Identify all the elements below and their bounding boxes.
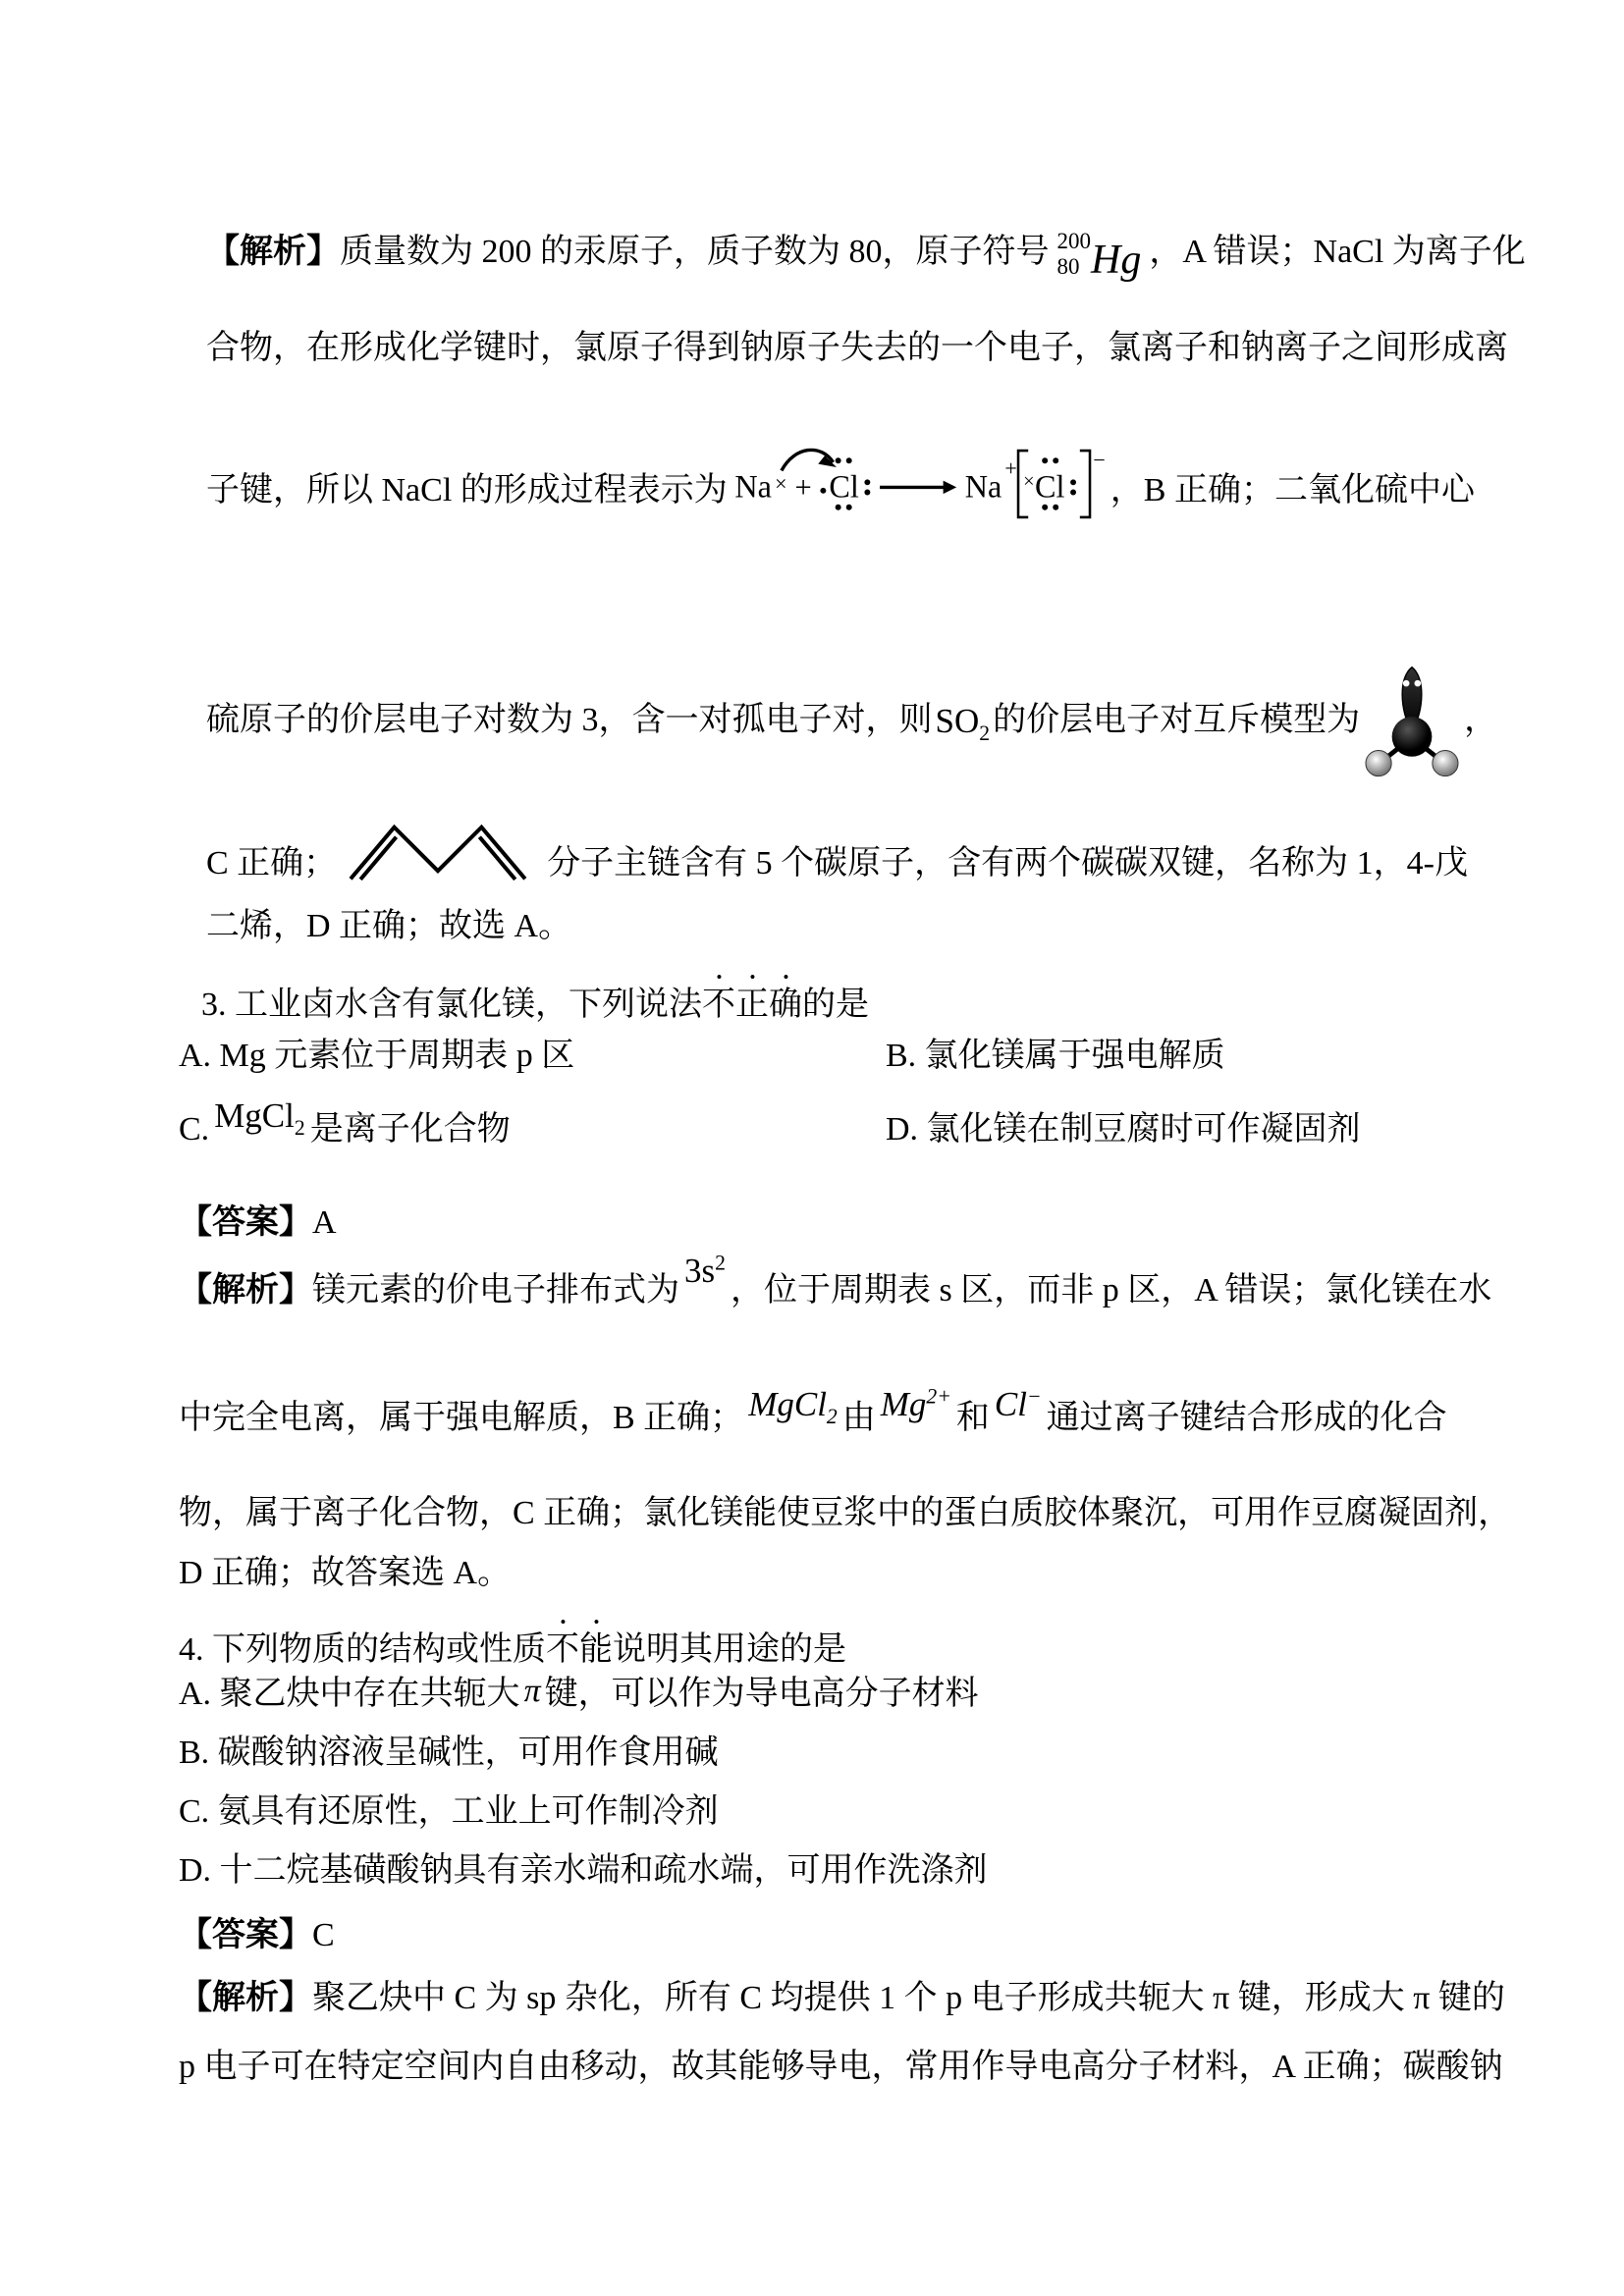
mgcl2-formula: [214, 1096, 305, 1140]
q4-option-c: [179, 1789, 719, 1835]
cl-dot: [846, 457, 852, 463]
q4-option-a-post: 键，可以作为导电高分子材料: [544, 1676, 979, 1712]
carbon-chain: [351, 828, 525, 880]
q2-analysis-line-3: [206, 444, 1475, 524]
q2-analysis-line-4: [206, 656, 1497, 781]
so2-vsepr-model-image: [1364, 656, 1460, 781]
q3-answer-value: A: [312, 1204, 337, 1241]
q3-option-a-text: A. Mg 元素位于周期表 p 区: [179, 1038, 575, 1074]
q3-stem: [201, 968, 869, 1028]
econfig-superscript: 2: [715, 1251, 726, 1275]
q3-option-c-text: 是离子化合物: [309, 1111, 511, 1148]
q4-stem: [179, 1613, 846, 1673]
electron-configuration-3s2: [684, 1251, 726, 1290]
q3-ana2-pre: 中完全电离，属于强电解质，B 正确；: [179, 1400, 744, 1436]
analysis-label: 【解析】: [179, 1272, 312, 1308]
analysis-label: 【解析】: [179, 1980, 312, 2016]
q4-analysis-line-1: [179, 1976, 1505, 2021]
q4-option-d: [179, 1848, 988, 1894]
q2-line1-text-post: ，A 错误；NaCl 为离子化: [1149, 234, 1526, 270]
mgcl2-base: MgCl: [214, 1096, 295, 1135]
cl-base: Cl: [994, 1385, 1027, 1423]
econfig-base: 3s: [684, 1252, 716, 1290]
q4-answer-value: C: [312, 1917, 335, 1953]
q2-line4-text-mid: 的价层电子对互斥模型为: [993, 702, 1361, 738]
q2-line3-text-post: ，B 正确；二氧化硫中心: [1110, 472, 1475, 508]
q3-option-c-label: C.: [179, 1111, 210, 1148]
cl-dot: [1042, 457, 1048, 463]
q2-line4-text-pre: 硫原子的价层电子对数为 3，含一对孤电子对，则: [206, 702, 933, 738]
q3-stem-pre: 3. 工业卤水含有氯化镁，下列说法: [201, 987, 702, 1023]
q3-stem-emphasis: 不正确: [702, 987, 802, 1023]
q3-ana1-pre: 镁元素的价电子排布式为: [312, 1272, 679, 1308]
mgcl2-base: MgCl: [748, 1385, 827, 1423]
q3-ana2-you: 由: [841, 1400, 876, 1436]
q2-line3-text-pre: 子键，所以 NaCl 的形成过程表示为: [206, 472, 728, 508]
so2-formula: [935, 702, 991, 745]
q4-option-b-text: B. 碳酸钠溶液呈碱性，可用作食用碱: [179, 1735, 719, 1771]
q3-ana3-text: 物，属于离子化合物，C 正确；氯化镁能使豆浆中的蛋白质胶体聚沉，可用作豆腐凝固剂，: [179, 1495, 1512, 1531]
cl-dot: [835, 505, 840, 510]
q3-option-b-text: B. 氯化镁属于强电解质: [886, 1038, 1225, 1074]
lone-pair-electron-dot: [1403, 680, 1410, 687]
mgcl2-subscript: 2: [294, 1116, 305, 1140]
cl-dot: [1042, 505, 1048, 510]
answer-label: 【答案】: [179, 1917, 312, 1953]
q4-option-b: [179, 1731, 719, 1776]
lewis-cl-left: Cl: [829, 468, 859, 505]
analysis-label: 【解析】: [206, 234, 340, 270]
q3-ana1-post: ，位于周期表 s 区，而非 p 区，A 错误；氯化镁在水: [730, 1272, 1492, 1308]
q4-option-a-pre: A. 聚乙炔中存在共轭大: [179, 1676, 520, 1712]
q2-analysis-line-6: [206, 904, 571, 949]
lewis-cl-product: Cl: [1034, 468, 1065, 505]
q3-option-d-text: D. 氯化镁在制豆腐时可作凝固剂: [886, 1111, 1361, 1148]
q4-ana1-text: 聚乙炔中 C 为 sp 杂化，所有 C 均提供 1 个 p 电子形成共轭大 π 键，形成大 π 键的: [312, 1980, 1505, 2016]
q4-option-a: [179, 1672, 979, 1717]
chloride-minus-charge: −: [1093, 448, 1106, 473]
oxygen-atom-sphere-left: [1366, 750, 1391, 775]
cl-dot: [1053, 457, 1058, 463]
cl-gained-electron-cross: ×: [1022, 470, 1035, 493]
cl-dot: [835, 457, 840, 463]
hg-proton-number: 80: [1056, 254, 1080, 280]
mg-base: Mg: [880, 1385, 927, 1423]
answer-label: 【答案】: [179, 1204, 312, 1241]
hg-element-symbol: Hg: [1091, 237, 1142, 283]
lewis-na-electron-cross: ×: [774, 470, 787, 496]
lone-pair-electron-dot: [1415, 680, 1422, 687]
q4-stem-emphasis: 不能: [546, 1631, 613, 1668]
so2-subscript: 2: [979, 721, 991, 745]
q2-line5-text-pre: C 正确；: [206, 845, 338, 881]
bracket-close: [1080, 451, 1090, 517]
q3-option-b: [886, 1034, 1225, 1079]
q3-analysis-line-3: [179, 1491, 1511, 1536]
lewis-na-product: Na: [964, 468, 1002, 505]
q3-option-d: [886, 1107, 1361, 1152]
cl-ion-formula: [994, 1384, 1042, 1423]
mgcl2-italic-formula: [748, 1385, 838, 1428]
reaction-arrow-head: [943, 481, 956, 495]
q3-option-c: [179, 1096, 511, 1152]
q2-line4-text-post: ，: [1464, 702, 1498, 738]
pi-symbol: π: [523, 1673, 541, 1709]
mg-ion-formula: [880, 1384, 951, 1423]
q4-option-d-text: D. 十二烷基磺酸钠具有亲水端和疏水端，可用作洗涤剂: [179, 1852, 988, 1889]
lewis-na: Na: [734, 468, 772, 505]
cl-dot: [864, 479, 870, 485]
q3-ana4-text: D 正确；故答案选 A。: [179, 1555, 512, 1591]
so2-base: SO: [935, 702, 980, 740]
q2-line2-text: 合物，在形成化学键时，氯原子得到钠原子失去的一个电子，氯离子和钠离子之间形成离: [206, 330, 1508, 366]
penta-1-4-diene-skeletal-formula: [343, 815, 541, 889]
q4-stem-post: 说明其用途的是: [613, 1631, 846, 1668]
q2-analysis-line-2: [206, 326, 1508, 371]
hg-mass-number: 200: [1056, 229, 1091, 253]
q3-ana2-he: 和: [955, 1400, 990, 1436]
mg-charge: 2+: [926, 1384, 951, 1409]
cl-dot: [1053, 505, 1058, 510]
nacl-formation-lewis-equation: [731, 444, 1107, 524]
q2-analysis-line-1: [206, 230, 1526, 294]
q3-analysis-line-4: [179, 1551, 511, 1596]
cl-dot: [864, 490, 870, 496]
cl-charge: −: [1026, 1384, 1042, 1409]
q2-line6-text: 二烯，D 正确；故选 A。: [206, 908, 572, 944]
q2-line1-text-pre: 质量数为 200 的汞原子，质子数为 80，原子符号: [340, 234, 1050, 270]
cl-left-electron-dot: [820, 488, 826, 494]
q3-option-a: [179, 1034, 574, 1079]
cl-dot: [1070, 479, 1076, 485]
q4-answer-line: [179, 1913, 335, 1958]
cl-dot: [1070, 490, 1076, 496]
q4-analysis-line-2: [179, 2045, 1503, 2090]
mgcl2-subscript: 2: [826, 1405, 838, 1428]
cl-dot: [846, 505, 852, 510]
hg-mass-proton-stack: [1057, 229, 1092, 281]
q2-line5-text-post: 分子主链含有 5 个碳原子，含有两个碳碳双键，名称为 1，4-戊: [547, 845, 1469, 881]
lewis-plus: +: [794, 470, 812, 505]
q4-stem-pre: 4. 下列物质的结构或性质: [179, 1631, 546, 1668]
hg-isotope-notation: [1057, 229, 1142, 281]
q4-ana2-text: p 电子可在特定空间内自由移动，故其能够导电，常用作导电高分子材料，A 正确；碳酸钠: [179, 2049, 1503, 2085]
q2-analysis-line-5: [206, 815, 1468, 889]
q4-option-c-text: C. 氨具有还原性，工业上可作制冷剂: [179, 1793, 719, 1830]
q3-answer-line: [179, 1201, 337, 1246]
q3-stem-post: 的是: [802, 987, 869, 1023]
q3-analysis-line-2: [179, 1384, 1447, 1441]
q3-ana2-post: 通过离子键结合形成的化合: [1046, 1400, 1447, 1436]
na-plus-charge: +: [1004, 455, 1017, 481]
oxygen-atom-sphere-right: [1433, 750, 1458, 775]
sulfur-atom-sphere: [1392, 717, 1433, 757]
q3-analysis-line-1: [179, 1251, 1492, 1313]
